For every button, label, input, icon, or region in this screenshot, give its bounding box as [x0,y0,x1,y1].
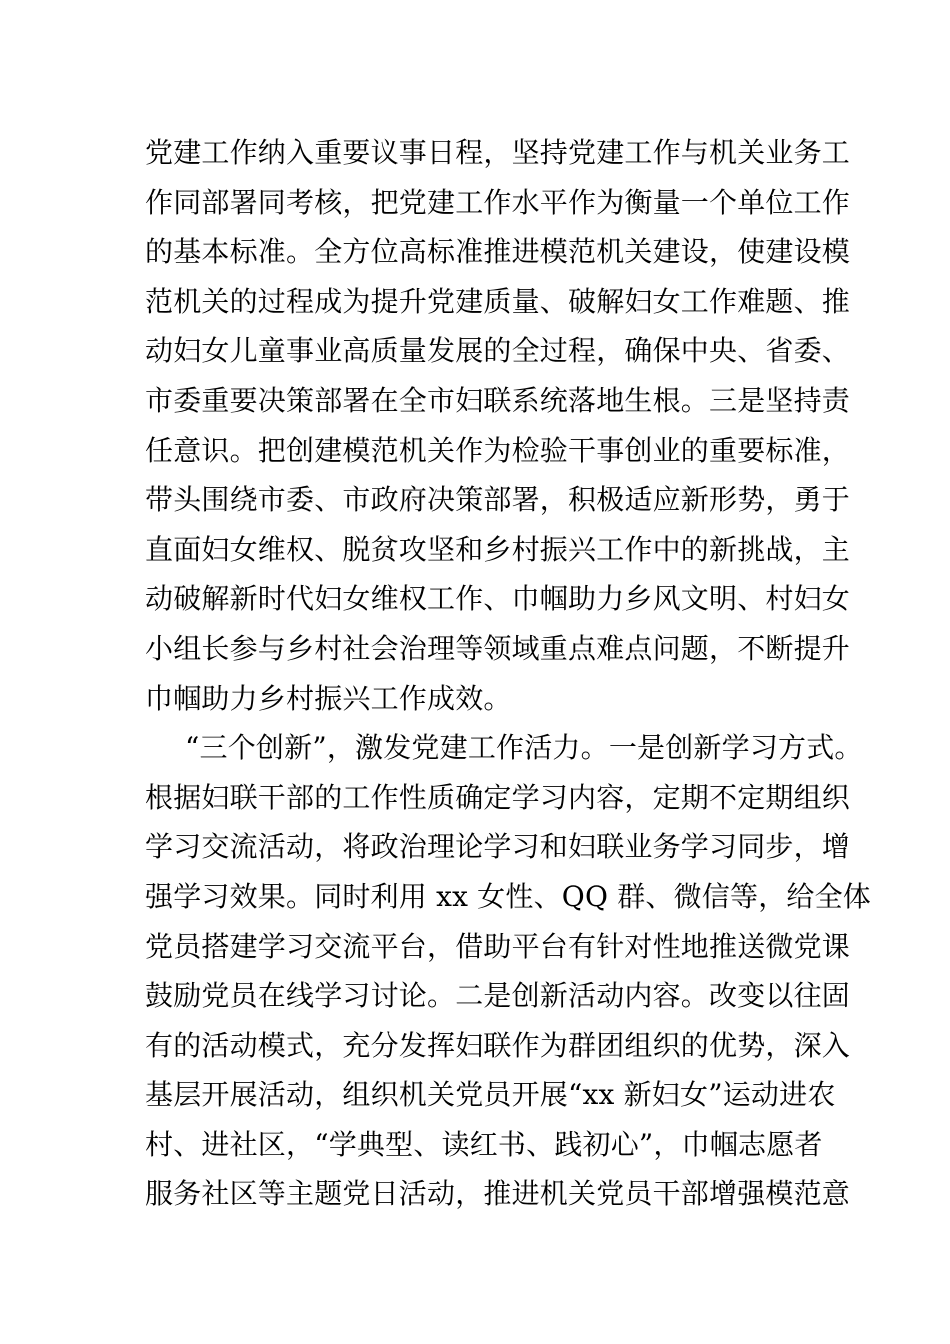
text-line: 动妇女儿童事业高质量发展的全过程，确保中央、省委、 [145,334,851,368]
text-line: 根据妇联干部的工作性质确定学习内容，定期不定期组织 [145,780,851,814]
text-line: 学习交流活动，将政治理论学习和妇联业务学习同步，增 [145,830,851,864]
text-line: 村、进社区，“学典型、读红书、践初心”，巾帼志愿者 [145,1127,823,1161]
text-line: 任意识。把创建模范机关作为检验干事创业的重要标准， [145,433,851,467]
text-line: 服务社区等主题党日活动，推进机关党员干部增强模范意 [145,1177,851,1211]
text-line: 有的活动模式，充分发挥妇联作为群团组织的优势，深入 [145,1028,851,1062]
text-line: 动破解新时代妇女维权工作、巾帼助力乡风文明、村妇女 [145,582,851,616]
text-line: 带头围绕市委、市政府决策部署，积极适应新形势，勇于 [145,483,851,517]
text-line: 的基本标准。全方位高标准推进模范机关建设，使建设模 [145,235,851,269]
text-line: 强学习效果。同时利用 xx 女性、QQ 群、微信等，给全体 [145,879,871,913]
text-line: 市委重要决策部署在全市妇联系统落地生根。三是坚持责 [145,383,851,417]
text-line: 直面妇女维权、脱贫攻坚和乡村振兴工作中的新挑战，主 [145,532,851,566]
text-line: 党员搭建学习交流平台，借助平台有针对性地推送微党课 [145,929,851,963]
paragraph-start-line: “三个创新”，激发党建工作活力。一是创新学习方式。 [185,731,863,765]
text-line: 作同部署同考核，把党建工作水平作为衡量一个单位工作 [145,185,851,219]
text-line: 巾帼助力乡村振兴工作成效。 [145,681,512,715]
text-line: 范机关的过程成为提升党建质量、破解妇女工作难题、推 [145,284,851,318]
text-line: 小组长参与乡村社会治理等领域重点难点问题，不断提升 [145,631,851,665]
text-line: 党建工作纳入重要议事日程，坚持党建工作与机关业务工 [145,136,851,169]
document-body [145,128,871,1219]
text-line: 鼓励党员在线学习讨论。二是创新活动内容。改变以往固 [145,979,851,1013]
text-line: 基层开展活动，组织机关党员开展“xx 新妇女”运动进农 [145,1078,836,1112]
